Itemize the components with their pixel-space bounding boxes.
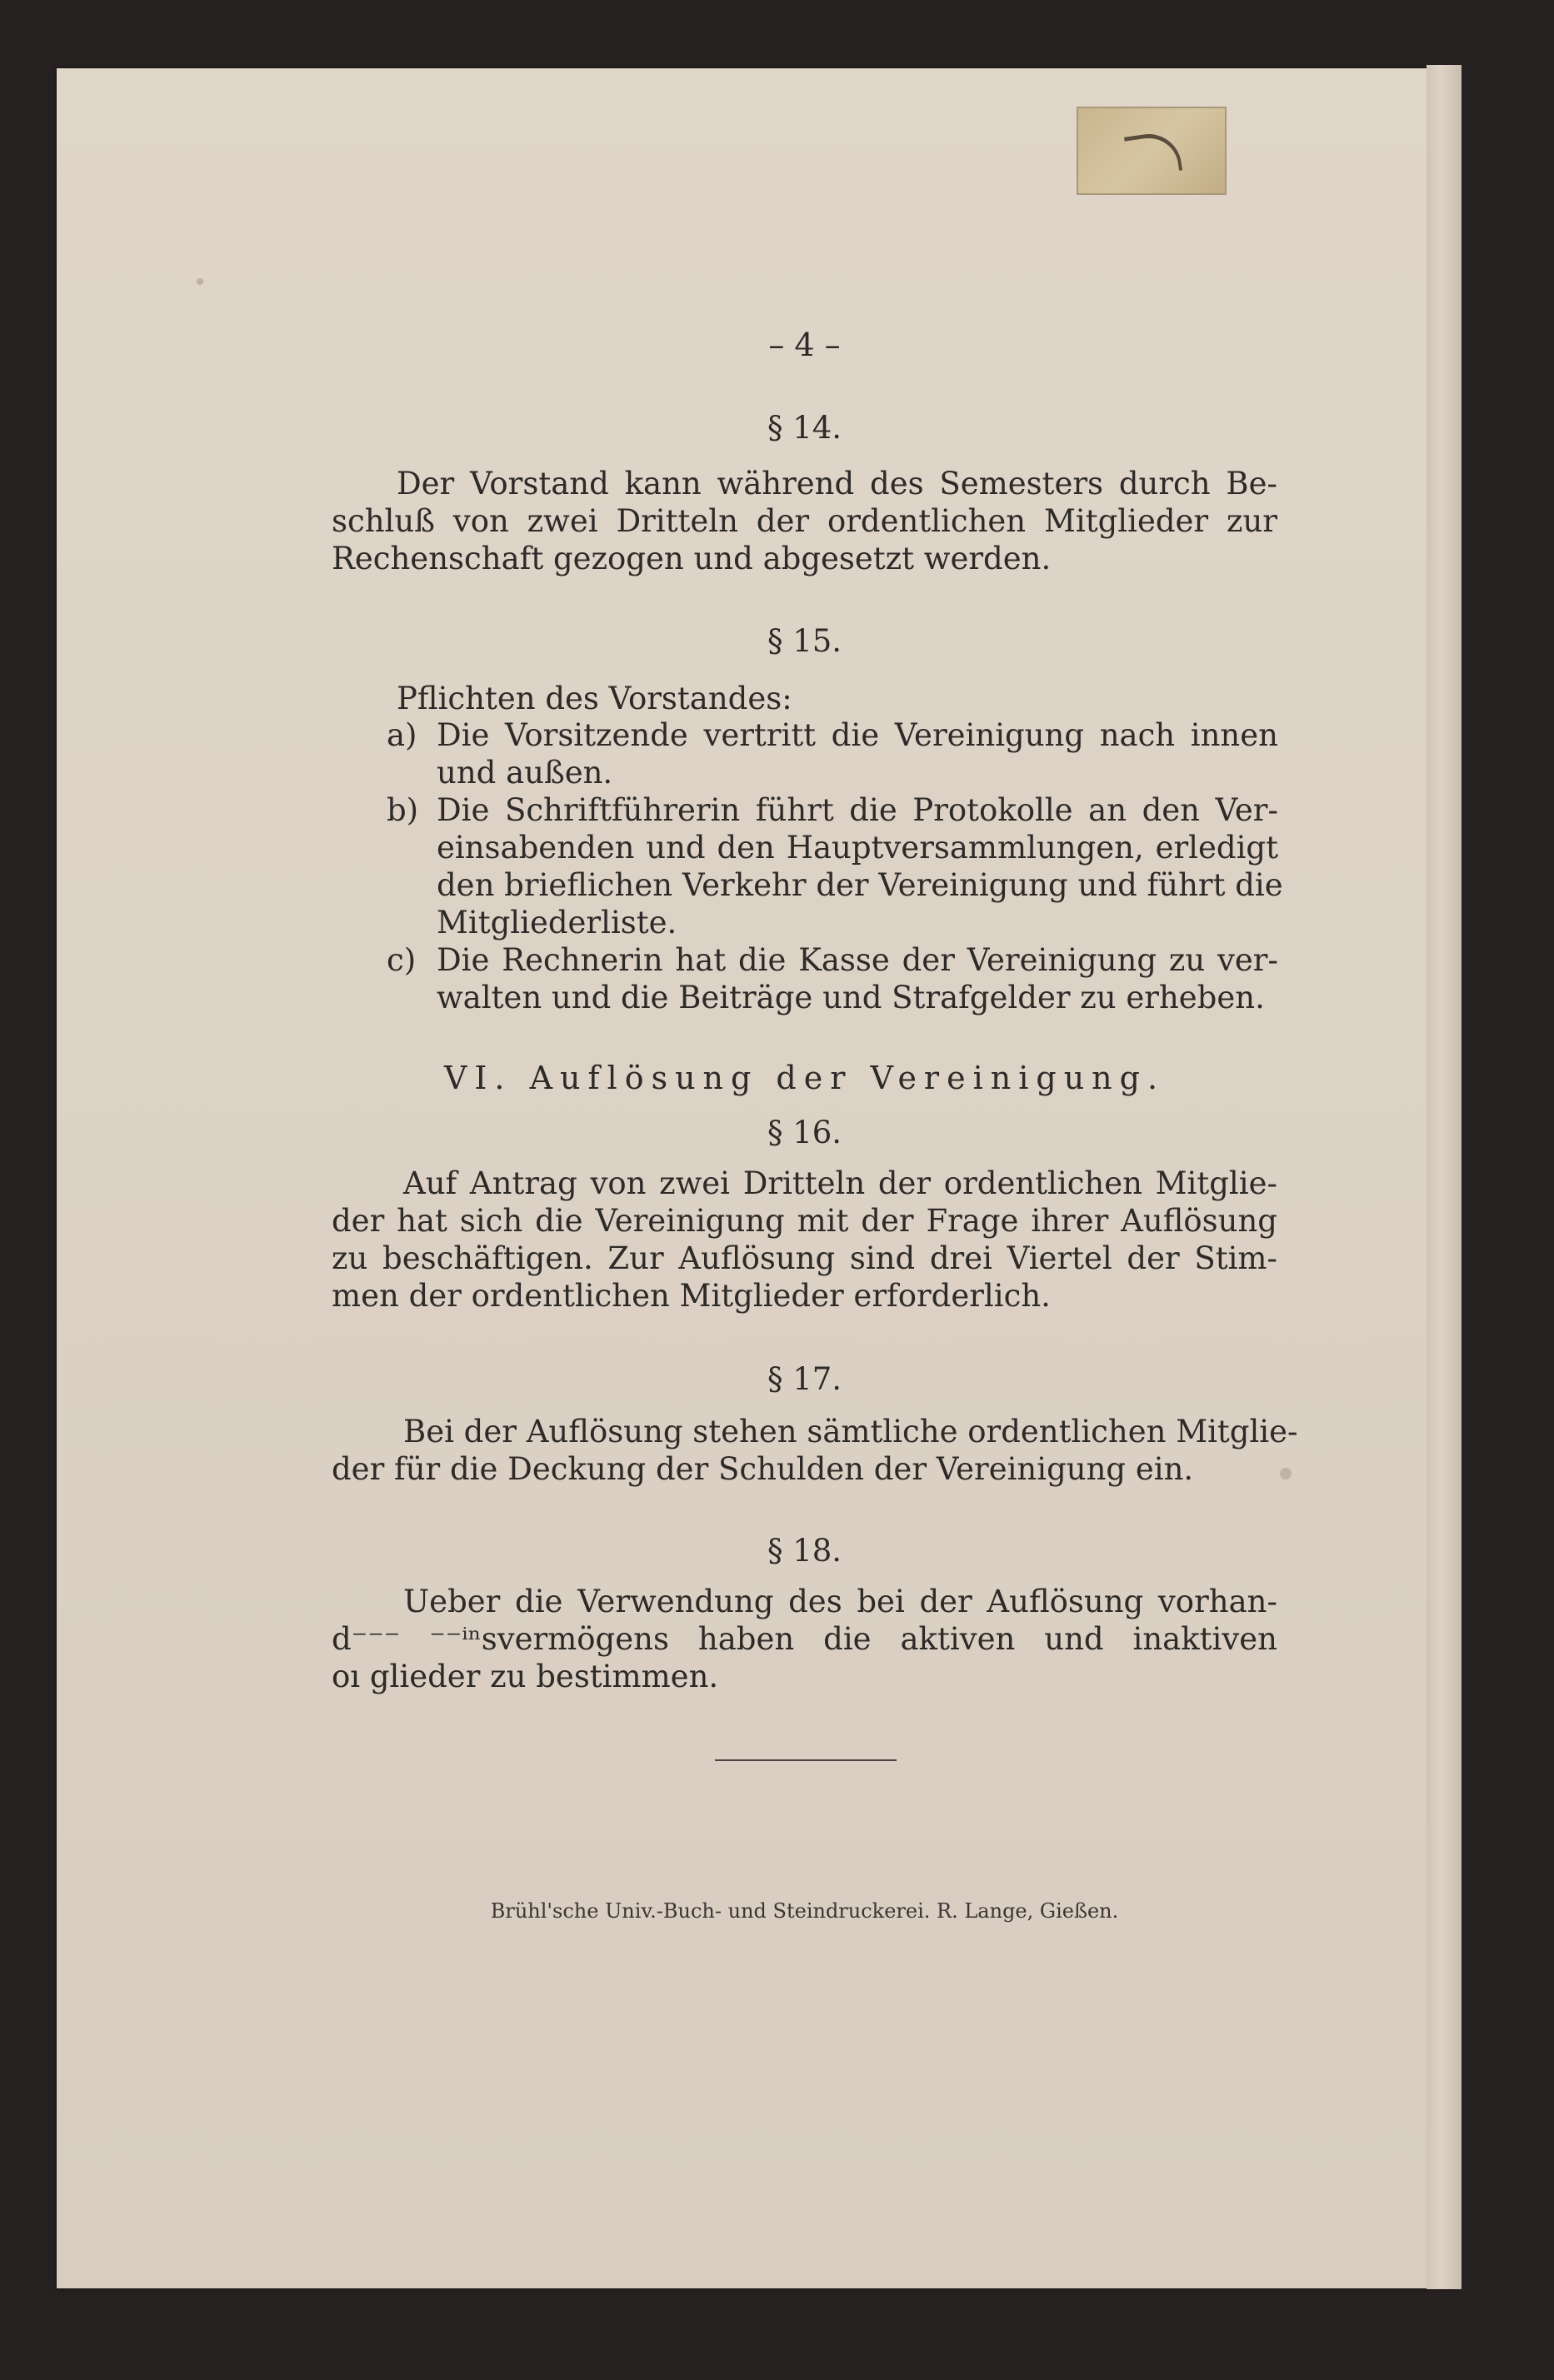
stamp-mark — [1124, 130, 1182, 177]
text-line: Bei der Auflösung stehen sämtliche ordentlichen Mitglie- — [403, 1414, 1298, 1449]
section-heading-14: § 14. — [767, 410, 842, 446]
paper-spot — [1280, 1468, 1292, 1479]
item-text — [437, 716, 1278, 791]
printer-imprint: Brühl'sche Univ.-Buch- und Steindruckerei. R. Lange, Gießen. — [490, 1899, 1119, 1923]
text-line: der hat sich die Vereinigung mit der Frage ihrer Auflösung — [332, 1203, 1277, 1239]
list-item-c — [387, 941, 1278, 1016]
section-heading-17: § 17. — [767, 1361, 842, 1397]
text-line: d⁻⁻⁻ ⁻⁻ⁱⁿsvermögens haben die aktiven und inaktiven — [332, 1621, 1277, 1657]
item-text — [437, 941, 1278, 1016]
text-line: der für die Deckung der Schulden der Vereinigung ein. — [332, 1451, 1194, 1487]
item-text — [437, 791, 1283, 941]
text-line: Der Vorstand kann während des Semesters durch Be- — [397, 466, 1277, 501]
divider-rule — [715, 1759, 897, 1761]
text-line: schluß von zwei Dritteln der ordentlichen Mitglieder zur — [332, 503, 1277, 539]
item-marker: a) — [387, 717, 417, 753]
list-item-a — [387, 716, 1278, 791]
section-17-text — [332, 1413, 1298, 1488]
text-line: Ueber die Verwendung des bei der Auflösung vorhan- — [403, 1584, 1277, 1619]
text-line: zu beschäftigen. Zur Auflösung sind drei Viertel der Stim- — [332, 1240, 1277, 1276]
chapter-heading: VI. Auflösung der Vereinigung. — [443, 1060, 1166, 1096]
section-heading-16: § 16. — [767, 1115, 842, 1150]
section-16-text — [332, 1165, 1277, 1315]
page-edge — [1427, 65, 1462, 2289]
list-item-b — [387, 791, 1283, 941]
page-number: – 4 – — [768, 327, 841, 363]
section-14-text — [332, 465, 1277, 577]
section-18-text — [332, 1583, 1277, 1695]
item-marker: b) — [387, 792, 419, 828]
text-line: einsabenden und den Hauptversammlungen, erledigt — [437, 830, 1278, 866]
paper-spot — [197, 278, 203, 285]
text-line: Die Schriftführerin führt die Protokolle an den Ver- — [437, 792, 1278, 828]
text-line: den brieflichen Verkehr der Vereinigung und führt die — [437, 867, 1283, 903]
text-line: Die Vorsitzende vertritt die Vereinigung nach innen — [437, 717, 1278, 753]
section-heading-15: § 15. — [767, 623, 842, 659]
text-line: Die Rechnerin hat die Kasse der Vereinigung zu ver- — [437, 942, 1278, 978]
archive-stamp — [1077, 107, 1227, 195]
text-line: und außen. — [437, 755, 613, 791]
text-line: Auf Antrag von zwei Dritteln der ordentlichen Mitglie- — [403, 1165, 1277, 1201]
section-heading-18: § 18. — [767, 1533, 842, 1569]
text-line: men der ordentlichen Mitglieder erforderlich. — [332, 1278, 1051, 1314]
duties-intro: Pflichten des Vorstandes: — [397, 681, 792, 716]
text-line: Rechenschaft gezogen und abgesetzt werden. — [332, 541, 1052, 576]
text-line: walten und die Beiträge und Strafgelder zu erheben. — [437, 980, 1265, 1015]
text-line: Mitgliederliste. — [437, 905, 677, 941]
section-15-intro — [397, 680, 792, 717]
item-marker: c) — [387, 942, 417, 978]
text-line: oı glieder zu bestimmen. — [332, 1659, 719, 1694]
